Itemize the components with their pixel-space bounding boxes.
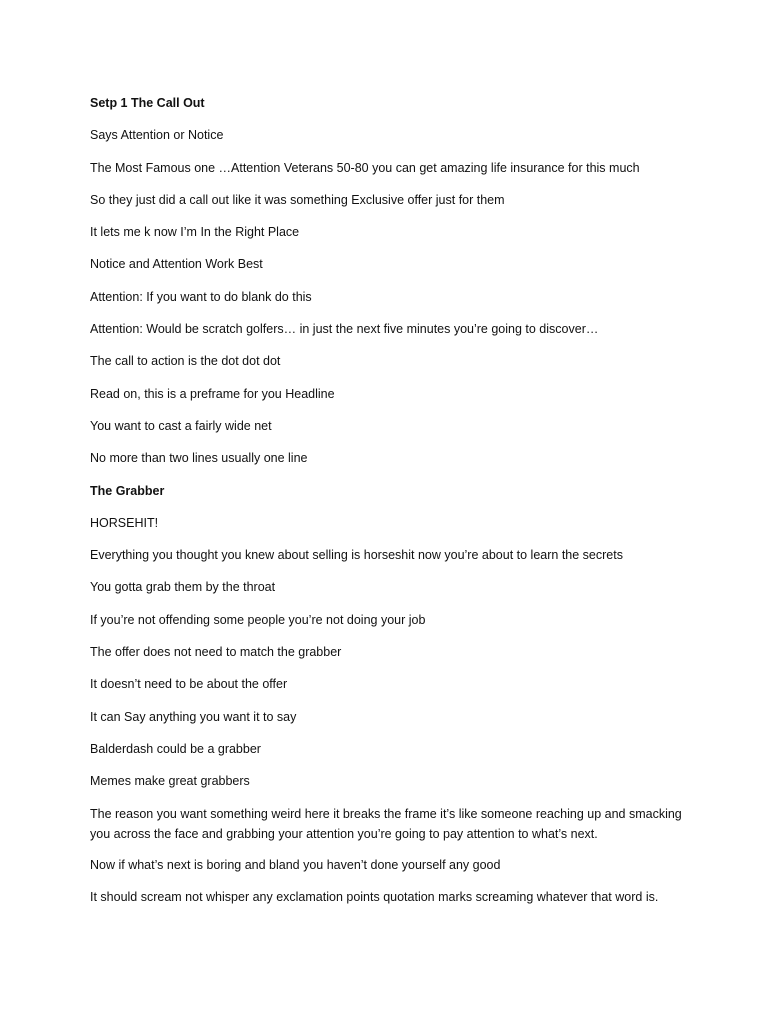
paragraph: It should scream not whisper any exclamation points quotation marks screaming whatever that word is.: [90, 889, 659, 904]
paragraph: It can Say anything you want it to say: [90, 709, 297, 724]
paragraph: It lets me k now I’m In the Right Place: [90, 225, 300, 240]
paragraph: No more than two lines usually one line: [90, 451, 308, 466]
paragraph: You gotta grab them by the throat: [90, 580, 276, 595]
paragraph: If you’re not offending some people you’re not doing your job: [90, 612, 426, 627]
paragraph: The call to action is the dot dot dot: [90, 354, 281, 369]
section-heading-grabber: The Grabber: [90, 483, 165, 498]
paragraph: So they just did a call out like it was something Exclusive offer just for them: [90, 192, 505, 207]
paragraph: Attention: If you want to do blank do this: [90, 289, 312, 304]
paragraph: The Most Famous one …Attention Veterans 50-80 you can get amazing life insurance for this much: [90, 160, 640, 175]
paragraph: Everything you thought you knew about selling is horseshit now you’re about to learn the secrets: [90, 548, 623, 563]
paragraph: You want to cast a fairly wide net: [90, 418, 272, 433]
paragraph: Attention: Would be scratch golfers… in just the next five minutes you’re going to discover…: [90, 322, 599, 337]
paragraph: The offer does not need to match the grabber: [90, 645, 342, 660]
paragraph: Says Attention or Notice: [90, 128, 224, 143]
paragraph: Now if what’s next is boring and bland you haven’t done yourself any good: [90, 857, 501, 872]
paragraph: Read on, this is a preframe for you Headline: [90, 386, 335, 401]
paragraph: Notice and Attention Work Best: [90, 257, 263, 272]
notes-body: [90, 93, 690, 919]
paragraph: It doesn’t need to be about the offer: [90, 677, 288, 692]
section-heading-call-out: Setp 1 The Call Out: [90, 96, 205, 110]
paragraph: Memes make great grabbers: [90, 774, 250, 789]
paragraph: Balderdash could be a grabber: [90, 741, 261, 756]
paragraph: The reason you want something weird here it breaks the frame it’s like someone reaching up and smacking you across the face and grabbing your attention you’re going to pay attention to what’s next.: [90, 806, 686, 841]
paragraph: HORSEHIT!: [90, 515, 159, 530]
